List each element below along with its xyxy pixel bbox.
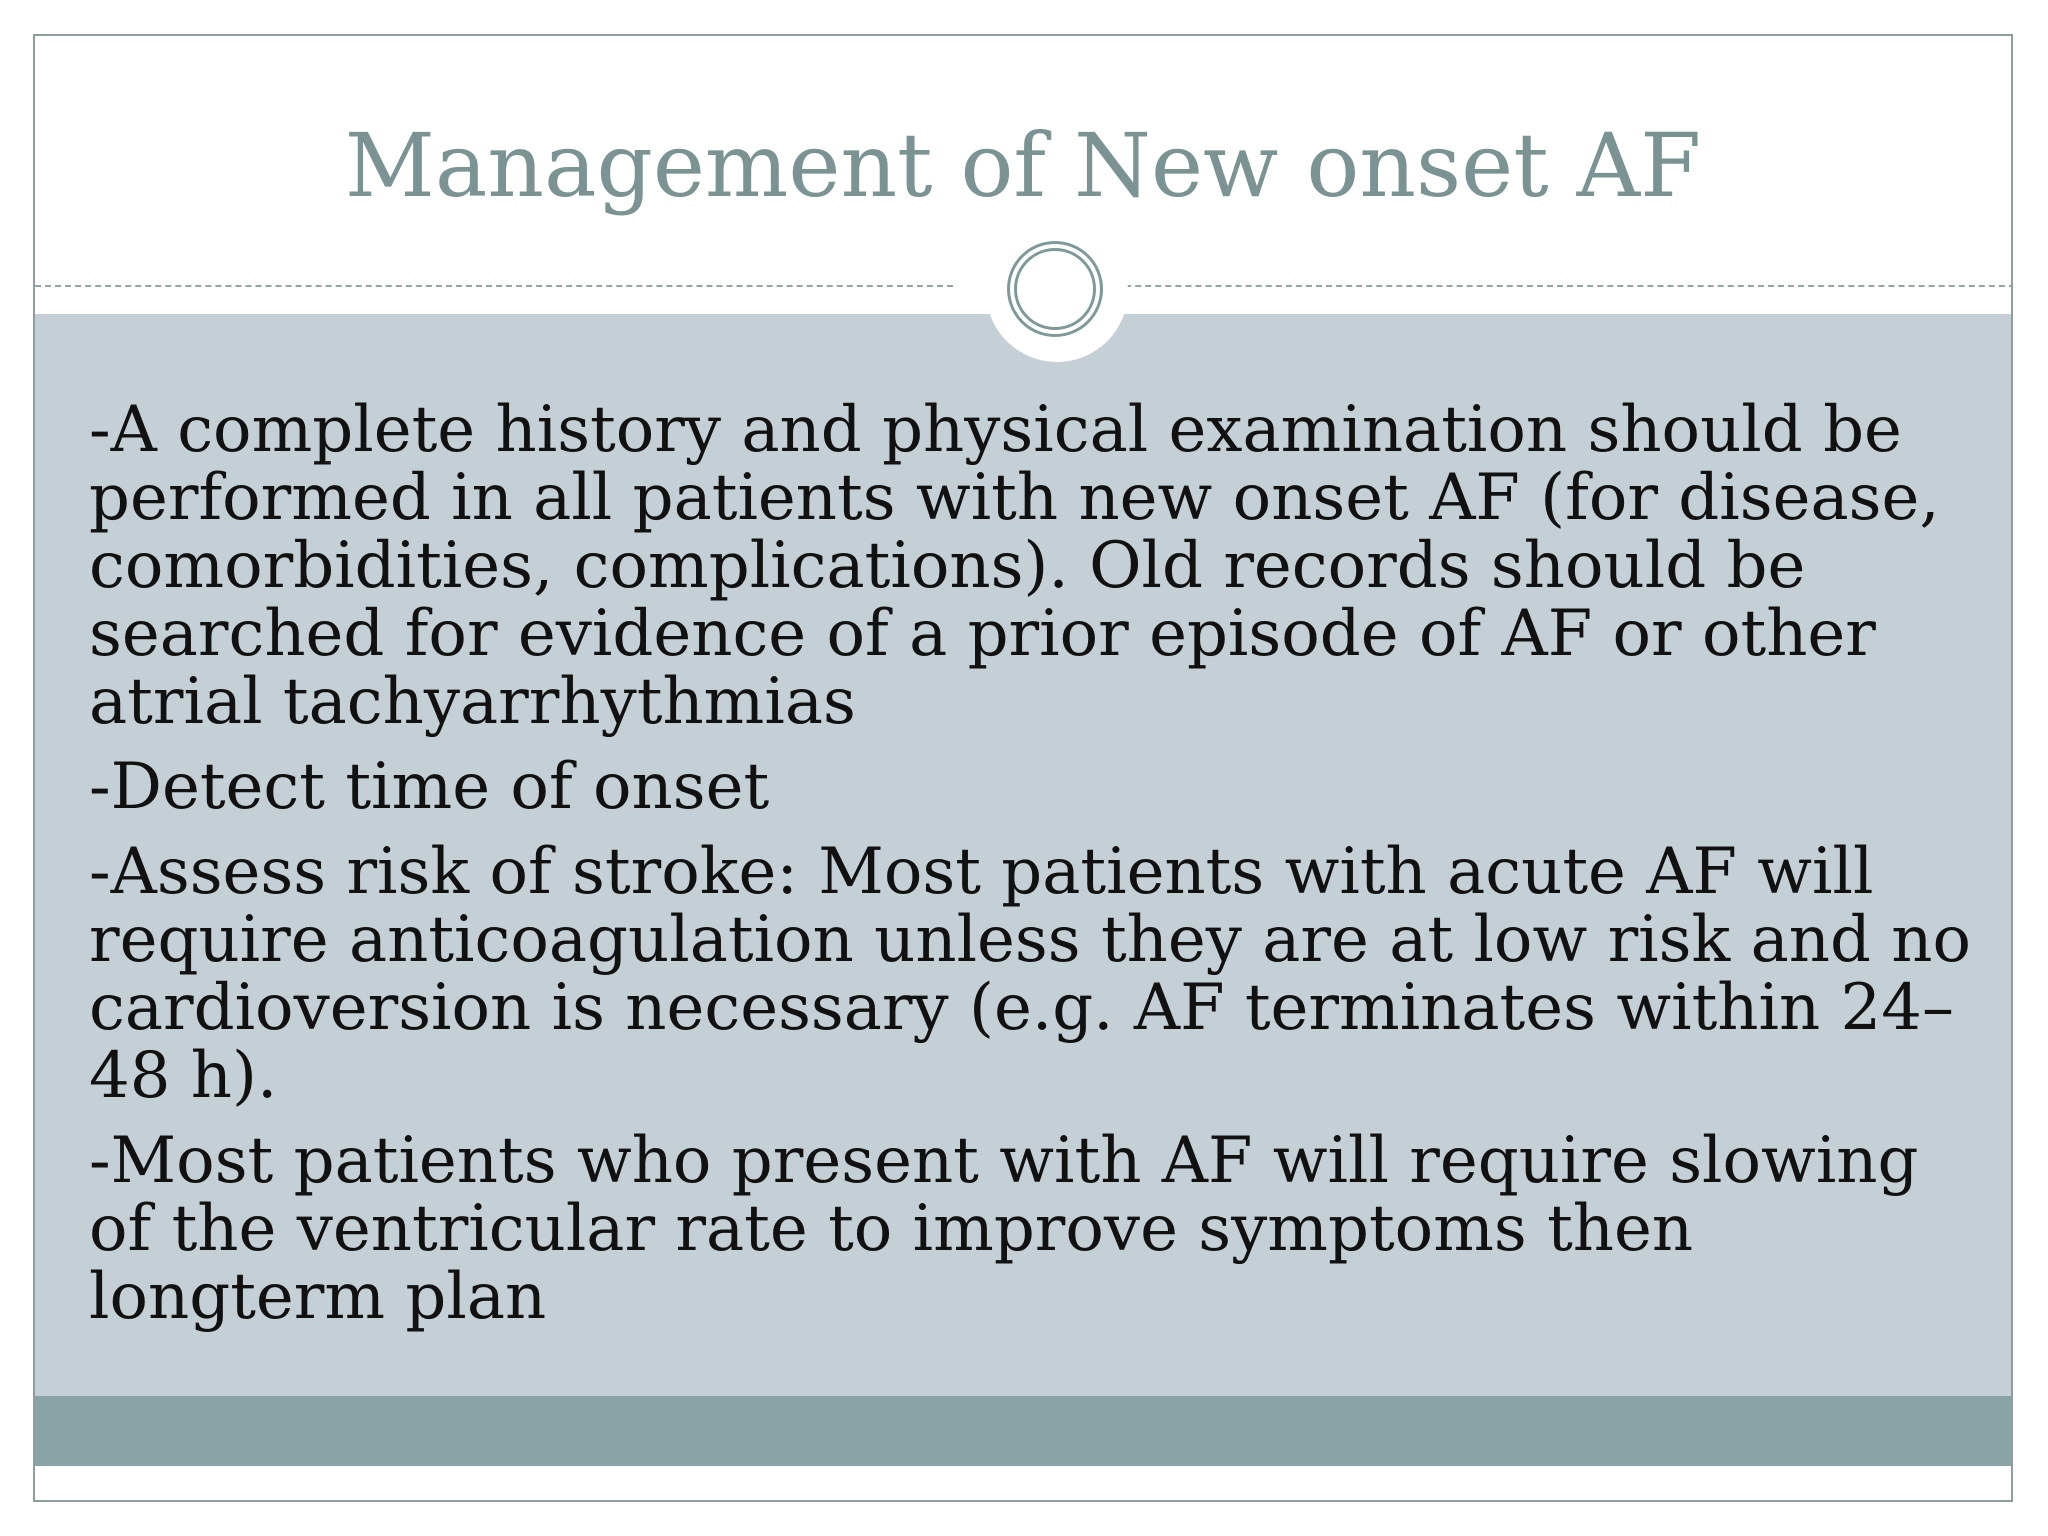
slide-title: Management of New onset AF — [344, 114, 1702, 217]
divider-left — [35, 285, 953, 287]
paragraph-history-exam: -A complete history and physical examination should be performed in all patients with new onset AF (for disease, comorbidities, complications). Old records should be searched for evidence of a prior episode of AF or other atrial tachyarrhythmias — [89, 393, 1940, 739]
slide-body — [89, 393, 1989, 1348]
slide-content — [35, 314, 2011, 1466]
paragraph-rate-control: -Most patients who present with AF will require slowing of the ventricular rate to improve symptoms then longterm plan — [89, 1124, 1919, 1334]
slide — [33, 34, 2013, 1502]
footer-bar — [35, 1396, 2011, 1466]
paragraph-time-of-onset: -Detect time of onset — [89, 750, 770, 824]
circle-ornament-inner-ring — [1014, 248, 1096, 330]
paragraph-stroke-risk: -Assess risk of stroke: Most patients with acute AF will require anticoagulation unless they are at low risk and no cardioversion is necessary (e.g. AF terminates within 24–48 h). — [89, 835, 1972, 1113]
divider-right — [1095, 285, 2013, 287]
